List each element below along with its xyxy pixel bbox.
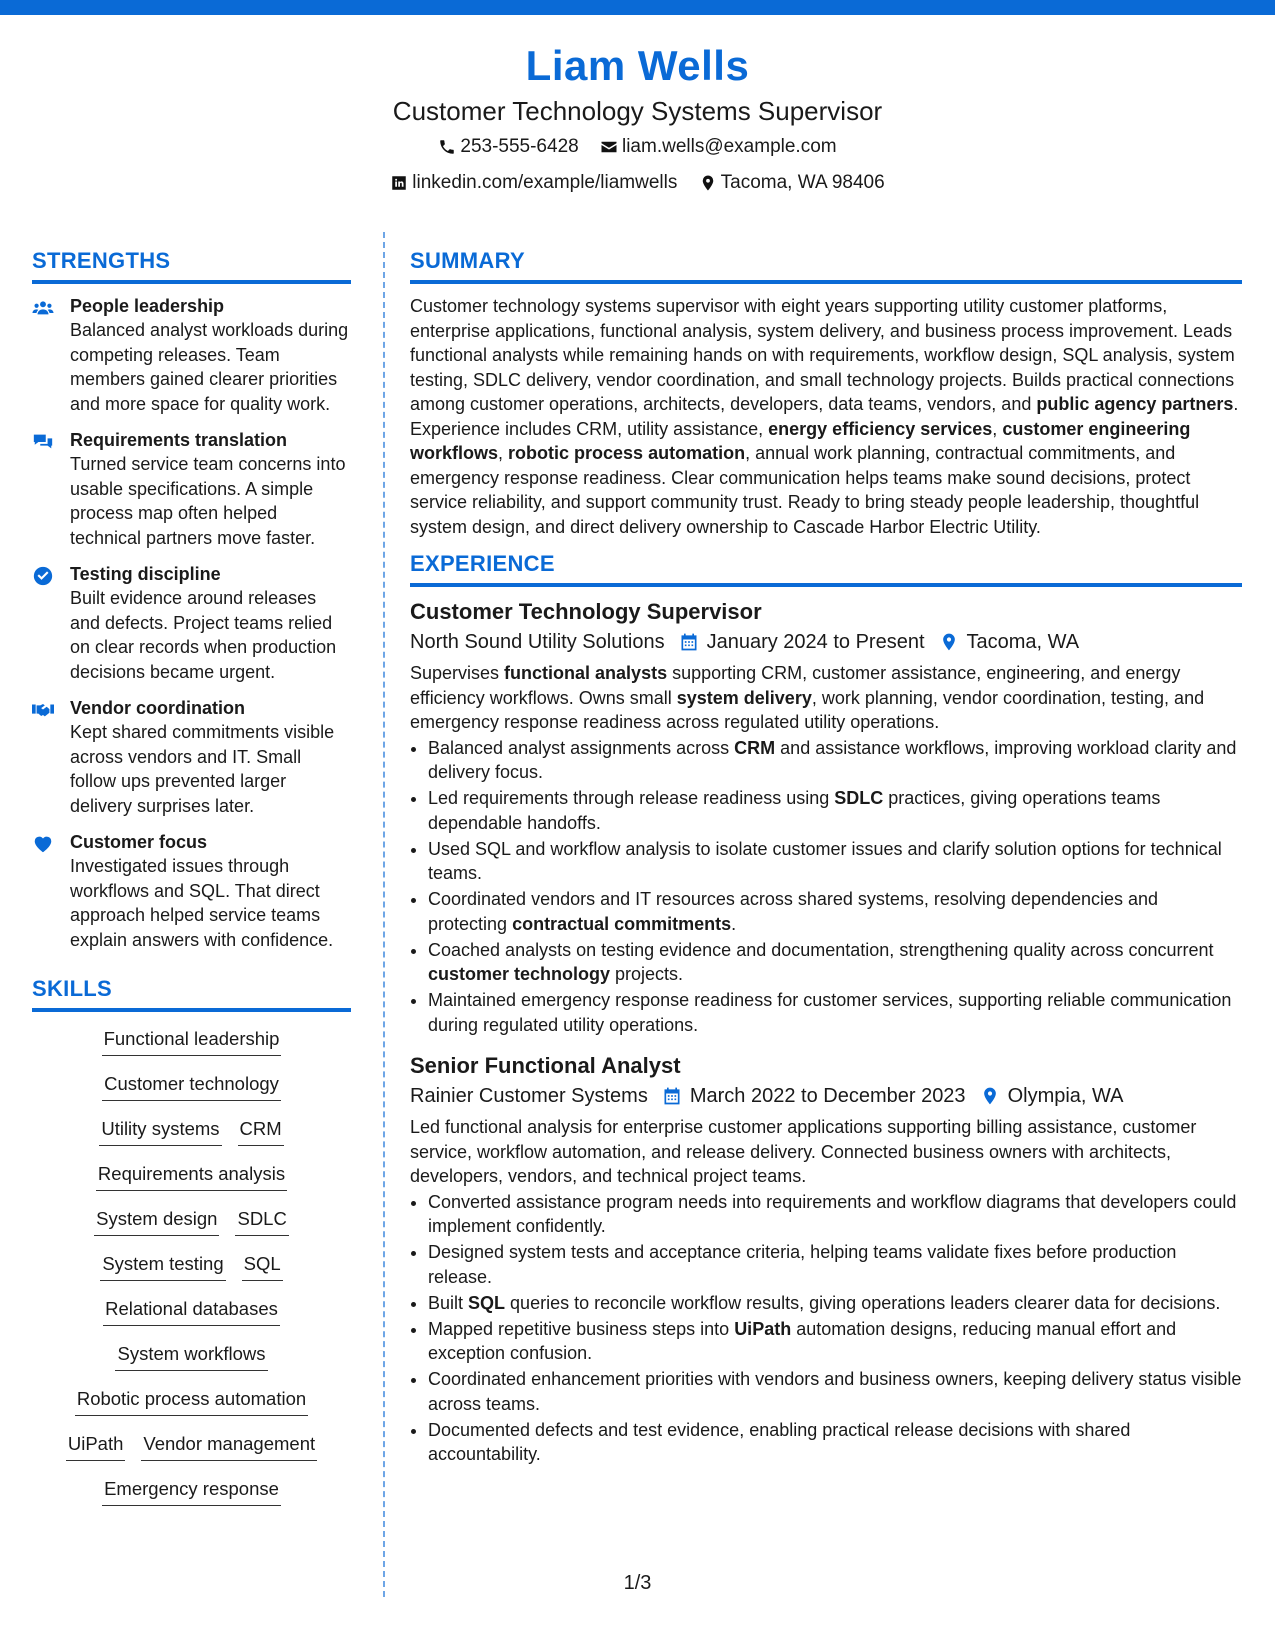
skill-row [32,1116,351,1161]
phone-item [438,132,578,162]
text-run: Balanced analyst assignments across [428,737,735,758]
text-run: , work planning, vendor coordination, testing, and emergency response readiness across regulated utility operations. [410,687,1205,732]
job-location: Olympia, WA [1007,1085,1124,1107]
text-run: Coordinated vendors and IT resources across shared systems, resolving dependencies and protecting [428,889,1159,934]
linkedin-item [390,168,677,198]
skill-row [32,1386,351,1431]
text-run: . Experience includes CRM, utility assistance, [410,394,1239,439]
linkedin-text: linkedin.com/example/liamwells [412,172,678,193]
bold-phrase: CRM [734,737,776,758]
bold-phrase: SQL [468,1292,506,1313]
skill-row [32,1431,351,1476]
phone-text: 253-555-6428 [460,136,579,157]
strength-item [32,562,351,684]
text-run: Coordinated enhancement priorities with vendors and business owners, keeping delivery status visible across teams. [428,1369,1242,1414]
skill-row [32,1251,351,1296]
email-item [600,132,837,162]
text-run: Led requirements through release readiness using [428,788,835,808]
text-run: supporting CRM, customer assistance, engineering, and energy efficiency workflows. Owns small [410,663,1181,708]
linkedin-icon [390,174,408,192]
experience-heading: EXPERIENCE [410,549,1242,587]
text-run: projects. [610,964,684,984]
bullet-item [428,988,1242,1037]
bold-phrase: contractual commitments [512,913,732,934]
contact-row-1 [0,132,1275,166]
bullet-item [428,1418,1242,1467]
strength-desc: Kept shared commitments visible across vendors and IT. Small follow ups prevented larger delivery surprises later. [70,722,335,816]
phone-icon [438,138,456,156]
strength-title: Vendor coordination [70,698,246,718]
skill-row [32,1476,351,1521]
text-run: Coached analysts on testing evidence and documentation, strengthening quality across concurrent [428,939,1214,960]
email-text: liam.wells@example.com [621,136,837,157]
column-divider [383,232,385,1597]
skill-tag: UiPath [66,1431,126,1461]
skill-row [32,1161,351,1206]
strength-desc: Investigated issues through workflows and SQL. That direct approach helped service teams explain answers with confidence. [70,856,334,950]
skill-tag: Vendor management [141,1431,317,1461]
bullet-item [428,1240,1242,1289]
skill-row [32,1071,351,1116]
strength-item [32,428,351,550]
text-run: Mapped repetitive business steps into [428,1318,735,1339]
text-run: . [731,913,737,934]
job-title: Customer Technology Supervisor [410,599,762,624]
skill-tag: System design [94,1206,219,1236]
text-run: practices, giving operations teams dependable handoffs. [428,788,1161,833]
skill-tag: Emergency response [102,1476,281,1506]
job-meta [410,1081,1242,1111]
bold-phrase: functional analysts [504,663,668,683]
users-icon [32,297,54,319]
company-name: Rainier Customer Systems [410,1085,648,1107]
skill-tag: SDLC [235,1206,288,1236]
contact-row-2 [0,168,1275,202]
skills-list [32,1022,351,1521]
strength-title: Requirements translation [70,430,288,450]
text-run: Designed system tests and acceptance criteria, helping teams validate fixes before production release. [428,1242,1177,1287]
map-marker-icon [699,174,717,192]
text-run: Used SQL and workflow analysis to isolate customer issues and clarify solution options for technical teams. [428,838,1222,883]
left-column [32,246,351,1521]
text-run: Customer technology systems supervisor with eight years supporting utility customer platforms, enterprise applications, functional analysis, system delivery, and business process improvement. Leads functional analysts while remaining hands on with requirements, workflow design, SQL analysis, system testing, SDLC delivery, vendor coordination, and small technology projects. Builds practical connections among customer operations, architects, developers, data teams, vendors, and [410,296,1235,414]
job-dates: March 2022 to December 2023 [689,1085,966,1107]
bullet-item [428,1190,1242,1239]
job-meta [410,627,1242,657]
bullet-item [428,1367,1242,1416]
skill-tag: Utility systems [99,1116,221,1146]
check-circle-icon [32,565,54,587]
bullet-item [428,1317,1242,1366]
text-run: , annual work planning, contractual commitments, and emergency response readiness. Clear communication helps teams make sound decisions, protect service reliability, and support community trust. Ready to bring steady people leadership, thoughtful system design, and direct delivery ownership to Cascade Harbor Electric Utility. [410,443,1200,537]
job-bullets [410,736,1242,1038]
skill-row [32,1296,351,1341]
text-run: automation designs, reducing manual effort and exception confusion. [428,1318,1177,1363]
accent-top-bar [0,0,1275,15]
skill-tag: CRM [238,1116,284,1146]
bold-phrase: system delivery [676,687,812,708]
candidate-headline: Customer Technology Systems Supervisor [392,96,883,126]
bold-phrase: SDLC [834,788,884,808]
strength-item [32,830,351,952]
bullet-item [428,887,1242,936]
bullet-item [428,736,1242,785]
experience-list [410,597,1242,1467]
skill-tag: System workflows [115,1341,267,1371]
strength-title: Testing discipline [70,564,221,584]
bullet-item [428,1291,1242,1316]
bullet-item [428,837,1242,886]
bold-phrase: robotic process automation [508,443,746,463]
text-run: Led functional analysis for enterprise customer applications supporting billing assistance, customer service, workflow automation, and release delivery. Connected business owners with architects, developers, vendors, and technical project teams. [410,1117,1197,1186]
text-run: Maintained emergency response readiness for customer services, supporting reliable communication during regulated utility operations. [428,990,1232,1035]
skill-tag: Robotic process automation [75,1386,308,1416]
location-item [699,168,885,198]
bullet-item [428,786,1242,835]
text-run: Converted assistance program needs into requirements and workflow diagrams that developers could implement confidently. [428,1191,1237,1236]
map-marker-icon [939,632,959,652]
text-run: Supervises [410,663,505,683]
skill-tag: Customer technology [102,1071,281,1101]
bullet-item [428,938,1242,987]
strength-title: People leadership [70,296,225,316]
strengths-heading: STRENGTHS [32,246,351,284]
calendar-icon [679,632,699,652]
skill-row [32,1341,351,1386]
summary-heading: SUMMARY [410,246,1242,284]
skill-tag: SQL [242,1251,283,1281]
handshake-icon [32,699,54,721]
page-number: 1/3 [623,1572,652,1594]
text-run: , [498,443,509,463]
skill-tag: System testing [100,1251,225,1281]
envelope-icon [600,138,618,156]
bold-phrase: UiPath [734,1318,792,1339]
job-title: Senior Functional Analyst [410,1053,681,1078]
comments-icon [32,431,54,453]
job-dates: January 2024 to Present [706,631,925,653]
text-run: Documented defects and test evidence, enabling practical release decisions with shared accountability. [428,1419,1131,1464]
job-description [410,1115,1242,1189]
strength-item [32,696,351,818]
job-description [410,661,1242,735]
heart-icon [32,833,54,855]
bold-phrase: customer technology [428,964,611,984]
job-bullets [410,1190,1242,1467]
skills-heading: SKILLS [32,974,351,1012]
calendar-icon [662,1086,682,1106]
strength-desc: Turned service team concerns into usable specifications. A simple process map often helped technical partners move faster. [70,454,346,548]
company-name: North Sound Utility Solutions [410,631,665,653]
job-entry [410,597,1242,1037]
strength-title: Customer focus [70,832,208,852]
text-run: queries to reconcile workflow results, giving operations leaders clearer data for decisions. [505,1292,1221,1313]
resume-header [0,40,1275,202]
strength-item [32,294,351,416]
map-marker-icon [980,1086,1000,1106]
job-entry [410,1051,1242,1467]
bold-phrase: customer engineering workflows [410,418,1191,463]
bold-phrase: energy efficiency services [768,418,993,439]
bold-phrase: public agency partners [1036,394,1234,414]
strength-desc: Built evidence around releases and defects. Project teams relied on clear records when production decisions became urgent. [70,588,337,682]
job-location: Tacoma, WA [966,631,1080,653]
summary-text [410,294,1242,539]
skill-row [32,1026,351,1071]
candidate-name: Liam Wells [525,42,750,89]
text-run: Built [428,1292,469,1313]
right-column [410,246,1242,1481]
skill-tag: Relational databases [103,1296,280,1326]
skill-tag: Functional leadership [102,1026,282,1056]
location-text: Tacoma, WA 98406 [720,172,885,193]
text-run: and assistance workflows, improving workload clarity and delivery focus. [428,737,1237,782]
text-run: , [992,418,1003,439]
skill-tag: Requirements analysis [96,1161,287,1191]
strength-desc: Balanced analyst workloads during competing releases. Team members gained clearer priorities and more space for quality work. [70,320,349,414]
skill-row [32,1206,351,1251]
